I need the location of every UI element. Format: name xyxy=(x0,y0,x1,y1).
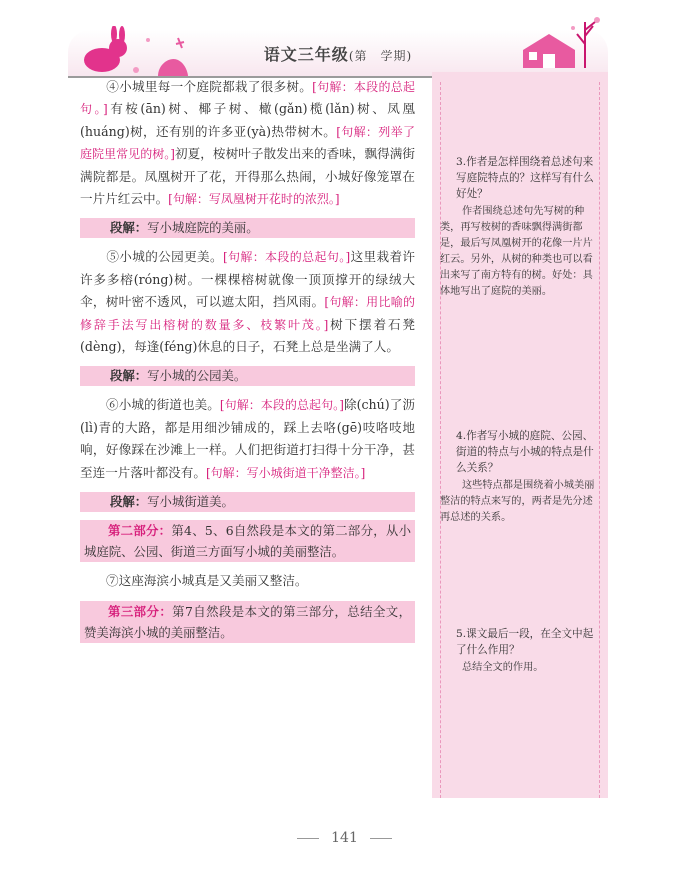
paragraph-text: ⑥小城的街道也美。 xyxy=(106,397,220,413)
question-text: 4.作者写小城的庭院、公园、街道的特点与小城的特点是什么关系？ xyxy=(456,430,594,474)
question-5 xyxy=(432,626,608,676)
part-text: 第7自然段是本文的第三部分，总结全文，赞美海滨小城的美丽整洁。 xyxy=(84,603,411,640)
paragraph-text: 这里栽着许许多多榕(róng)树。一棵棵榕树就像一顶顶撑开的绿绒大伞，树叶密不透风，可以遮太阳，挡风雨。 xyxy=(80,249,416,310)
page-header xyxy=(68,12,608,78)
question-text: 3.作者是怎样围绕着总述句来写庭院特点的？这样写有什么好处？ xyxy=(456,156,594,200)
sentence-annotation: [句解：写凤凰树开花时的浓烈。] xyxy=(168,192,340,207)
paragraph-6 xyxy=(80,394,415,484)
question-text: 5.课文最后一段，在全文中起了什么作用？ xyxy=(456,628,594,656)
sentence-annotation: [句解：本段的总起句。] xyxy=(80,80,416,117)
part-two-summary xyxy=(80,520,415,562)
answer-content: 总结全文的作用。 xyxy=(462,662,544,673)
paragraph-text: ⑦这座海滨小城真是又美丽又整洁。 xyxy=(106,573,308,589)
sentence-annotation: [句解：本段的总起句。] xyxy=(219,398,344,413)
page-number-value: 141 xyxy=(331,830,358,846)
answer-text xyxy=(432,660,608,676)
answer-content: 这些特点都是围绕着小城美丽整洁的特点来写的，两者是先分述再总述的关系。 xyxy=(440,480,595,523)
question-4 xyxy=(432,428,608,526)
page-number xyxy=(0,830,689,846)
dash-left xyxy=(297,838,319,839)
summary-label: 段解： xyxy=(110,494,148,510)
paragraph-4 xyxy=(80,76,415,210)
answer-text xyxy=(432,204,608,300)
summary-label: 段解： xyxy=(110,368,148,384)
paragraph-text: 树下摆着石凳(dèng)，每逢(féng)休息的日子，石凳上总是坐满了人。 xyxy=(80,316,416,355)
summary-text: 写小城庭院的美丽。 xyxy=(147,220,259,236)
summary-text: 写小城的公园美。 xyxy=(147,368,247,384)
answer-content: 作者围绕总述句先写树的种类，再写桉树的香味飘得满街都是，最后写凤凰树开的花像一片片红云。另外，从树的种类也可以看出来写了南方特有的树。好处：具体地写出了庭院的美丽。 xyxy=(440,206,593,297)
part-text: 第4、5、6自然段是本文的第二部分，从小城庭院、公园、街道三方面写小城的美丽整洁。 xyxy=(84,523,411,560)
sentence-annotation: [句解：写小城街道干净整洁。] xyxy=(205,465,366,480)
summary-label: 段解： xyxy=(110,220,148,236)
book-title xyxy=(68,42,608,65)
paragraph-text: 初夏，桉树叶子散发出来的香味，飘得满街满院都是。凤凰树开了花，开得那么热闹，小城好像笼罩在一片片红云中。 xyxy=(80,146,416,207)
summary-text: 写小城街道美。 xyxy=(147,494,234,510)
paragraph-5 xyxy=(80,246,415,358)
paragraph-text: 除(chú)了沥(lì)青的大路，都是用细沙铺成的，踩上去咯(gē)吱咯吱地响，好像踩在沙滩上一样。人们把街道打扫得十分干净，甚至连一片落叶都没有。 xyxy=(80,397,415,480)
dash-right xyxy=(370,838,392,839)
paragraph-text: ⑤小城的公园更美。 xyxy=(106,249,223,265)
paragraph-7 xyxy=(80,570,415,592)
question-sidebar xyxy=(432,72,608,798)
book-title-term: (第 学期) xyxy=(348,49,413,63)
paragraph-summary-4 xyxy=(80,218,415,238)
main-text-column xyxy=(80,76,415,651)
sentence-annotation: [句解：本段的总起句。] xyxy=(222,250,351,265)
paragraph-summary-6 xyxy=(80,492,415,512)
paragraph-summary-5 xyxy=(80,366,415,386)
part-label: 第三部分： xyxy=(108,603,173,619)
paragraph-text: 有桉(ān)树、椰子树、橄(gǎn)榄(lǎn)树、凤凰(huáng)树，还有别的许多亚(yà)热带树木。 xyxy=(80,101,415,139)
part-label: 第二部分： xyxy=(108,523,172,539)
sentence-annotation: [句解：列举了庭院里常见的树。] xyxy=(80,124,416,162)
question-3 xyxy=(432,154,608,300)
sentence-annotation: [句解：用比喻的修辞手法写出榕树的数量多、枝繁叶茂。] xyxy=(80,295,415,332)
paragraph-text: ④小城里每一个庭院都栽了很多树。 xyxy=(106,79,313,94)
answer-text xyxy=(432,478,608,526)
book-title-main: 语文三年级 xyxy=(263,45,349,64)
part-three-summary xyxy=(80,601,415,643)
